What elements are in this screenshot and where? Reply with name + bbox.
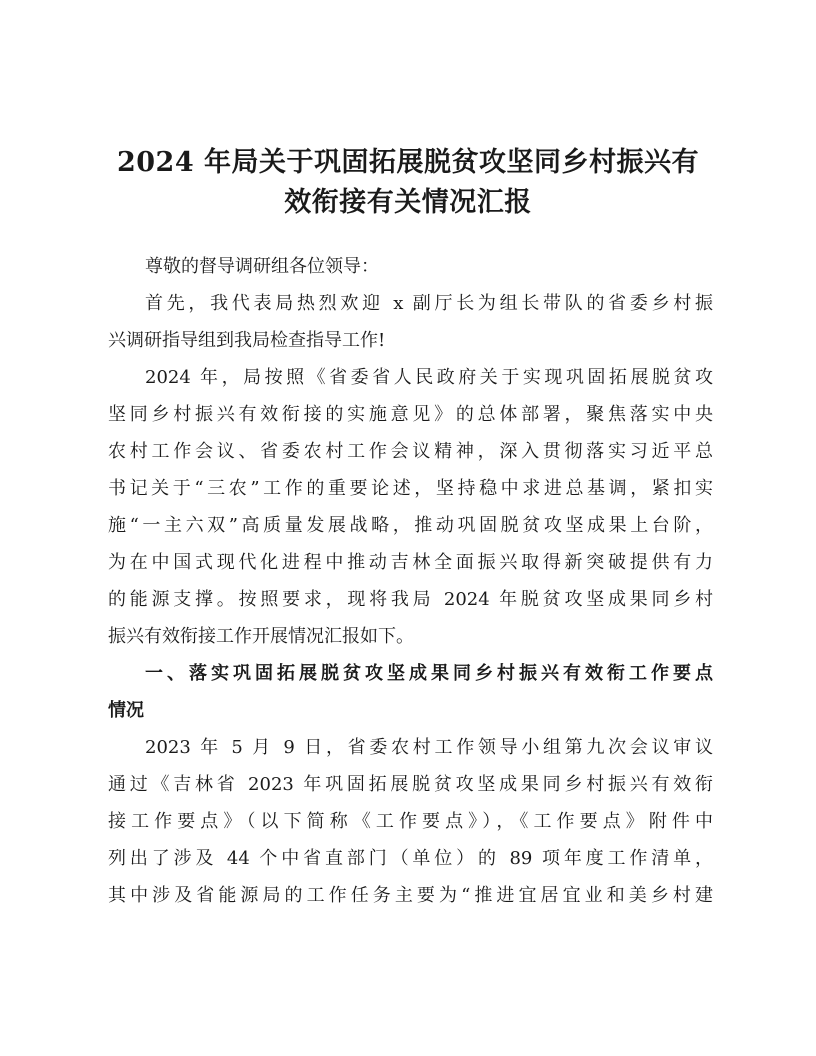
intro-line: 兴调研指导组到我局检查指导工作! [108,330,386,351]
paragraph-line: 坚同乡村振兴有效衔接的实施意见》的总体部署，聚焦落实中央 [108,404,713,425]
paragraph-line: 通过《吉林省 2023 年巩固拓展脱贫攻坚成果同乡村振兴有效衔 [108,774,713,795]
paragraph-line: 列出了涉及 44 个中省直部门（单位）的 89 项年度工作清单， [108,848,713,869]
paragraph-line: 施“一主六双”高质量发展战略，推动巩固脱贫攻坚成果上台阶， [108,515,713,536]
section-heading-line: 一、落实巩固拓展脱贫攻坚成果同乡村振兴有效衔工作要点 [145,663,713,684]
paragraph-line: 农村工作会议、省委农村工作会议精神，深入贯彻落实习近平总 [108,441,713,462]
document-body [108,248,713,914]
paragraph-line: 接工作要点》（以下简称《工作要点》），《工作要点》附件中 [108,811,713,832]
paragraph-line: 的能源支撑。按照要求，现将我局 2024 年脱贫攻坚成果同乡村 [108,589,713,610]
intro-line: 首先，我代表局热烈欢迎 x 副厅长为组长带队的省委乡村振 [145,293,713,314]
paragraph-line: 为在中国式现代化进程中推动吉林全面振兴取得新突破提供有力 [108,552,713,573]
paragraph-line: 2024 年，局按照《省委省人民政府关于实现巩固拓展脱贫攻 [145,367,713,388]
section-heading-line: 情况 [108,700,144,721]
paragraph-line: 振兴有效衔接工作开展情况汇报如下。 [108,626,414,647]
greeting-line: 尊敬的督导调研组各位领导： [145,256,379,277]
document-title [100,143,716,223]
title-line: 2024 年局关于巩固拓展脱贫攻坚同乡村振兴有 [116,147,700,178]
paragraph-line: 2023 年 5 月 9 日，省委农村工作领导小组第九次会议审议 [145,737,713,758]
paragraph-line: 书记关于“三农”工作的重要论述，坚持稳中求进总基调，紧扣实 [108,478,713,499]
title-line: 效衔接有关情况汇报 [284,187,532,218]
paragraph-line: 其中涉及省能源局的工作任务主要为“推进宜居宜业和美乡村建 [108,885,713,906]
